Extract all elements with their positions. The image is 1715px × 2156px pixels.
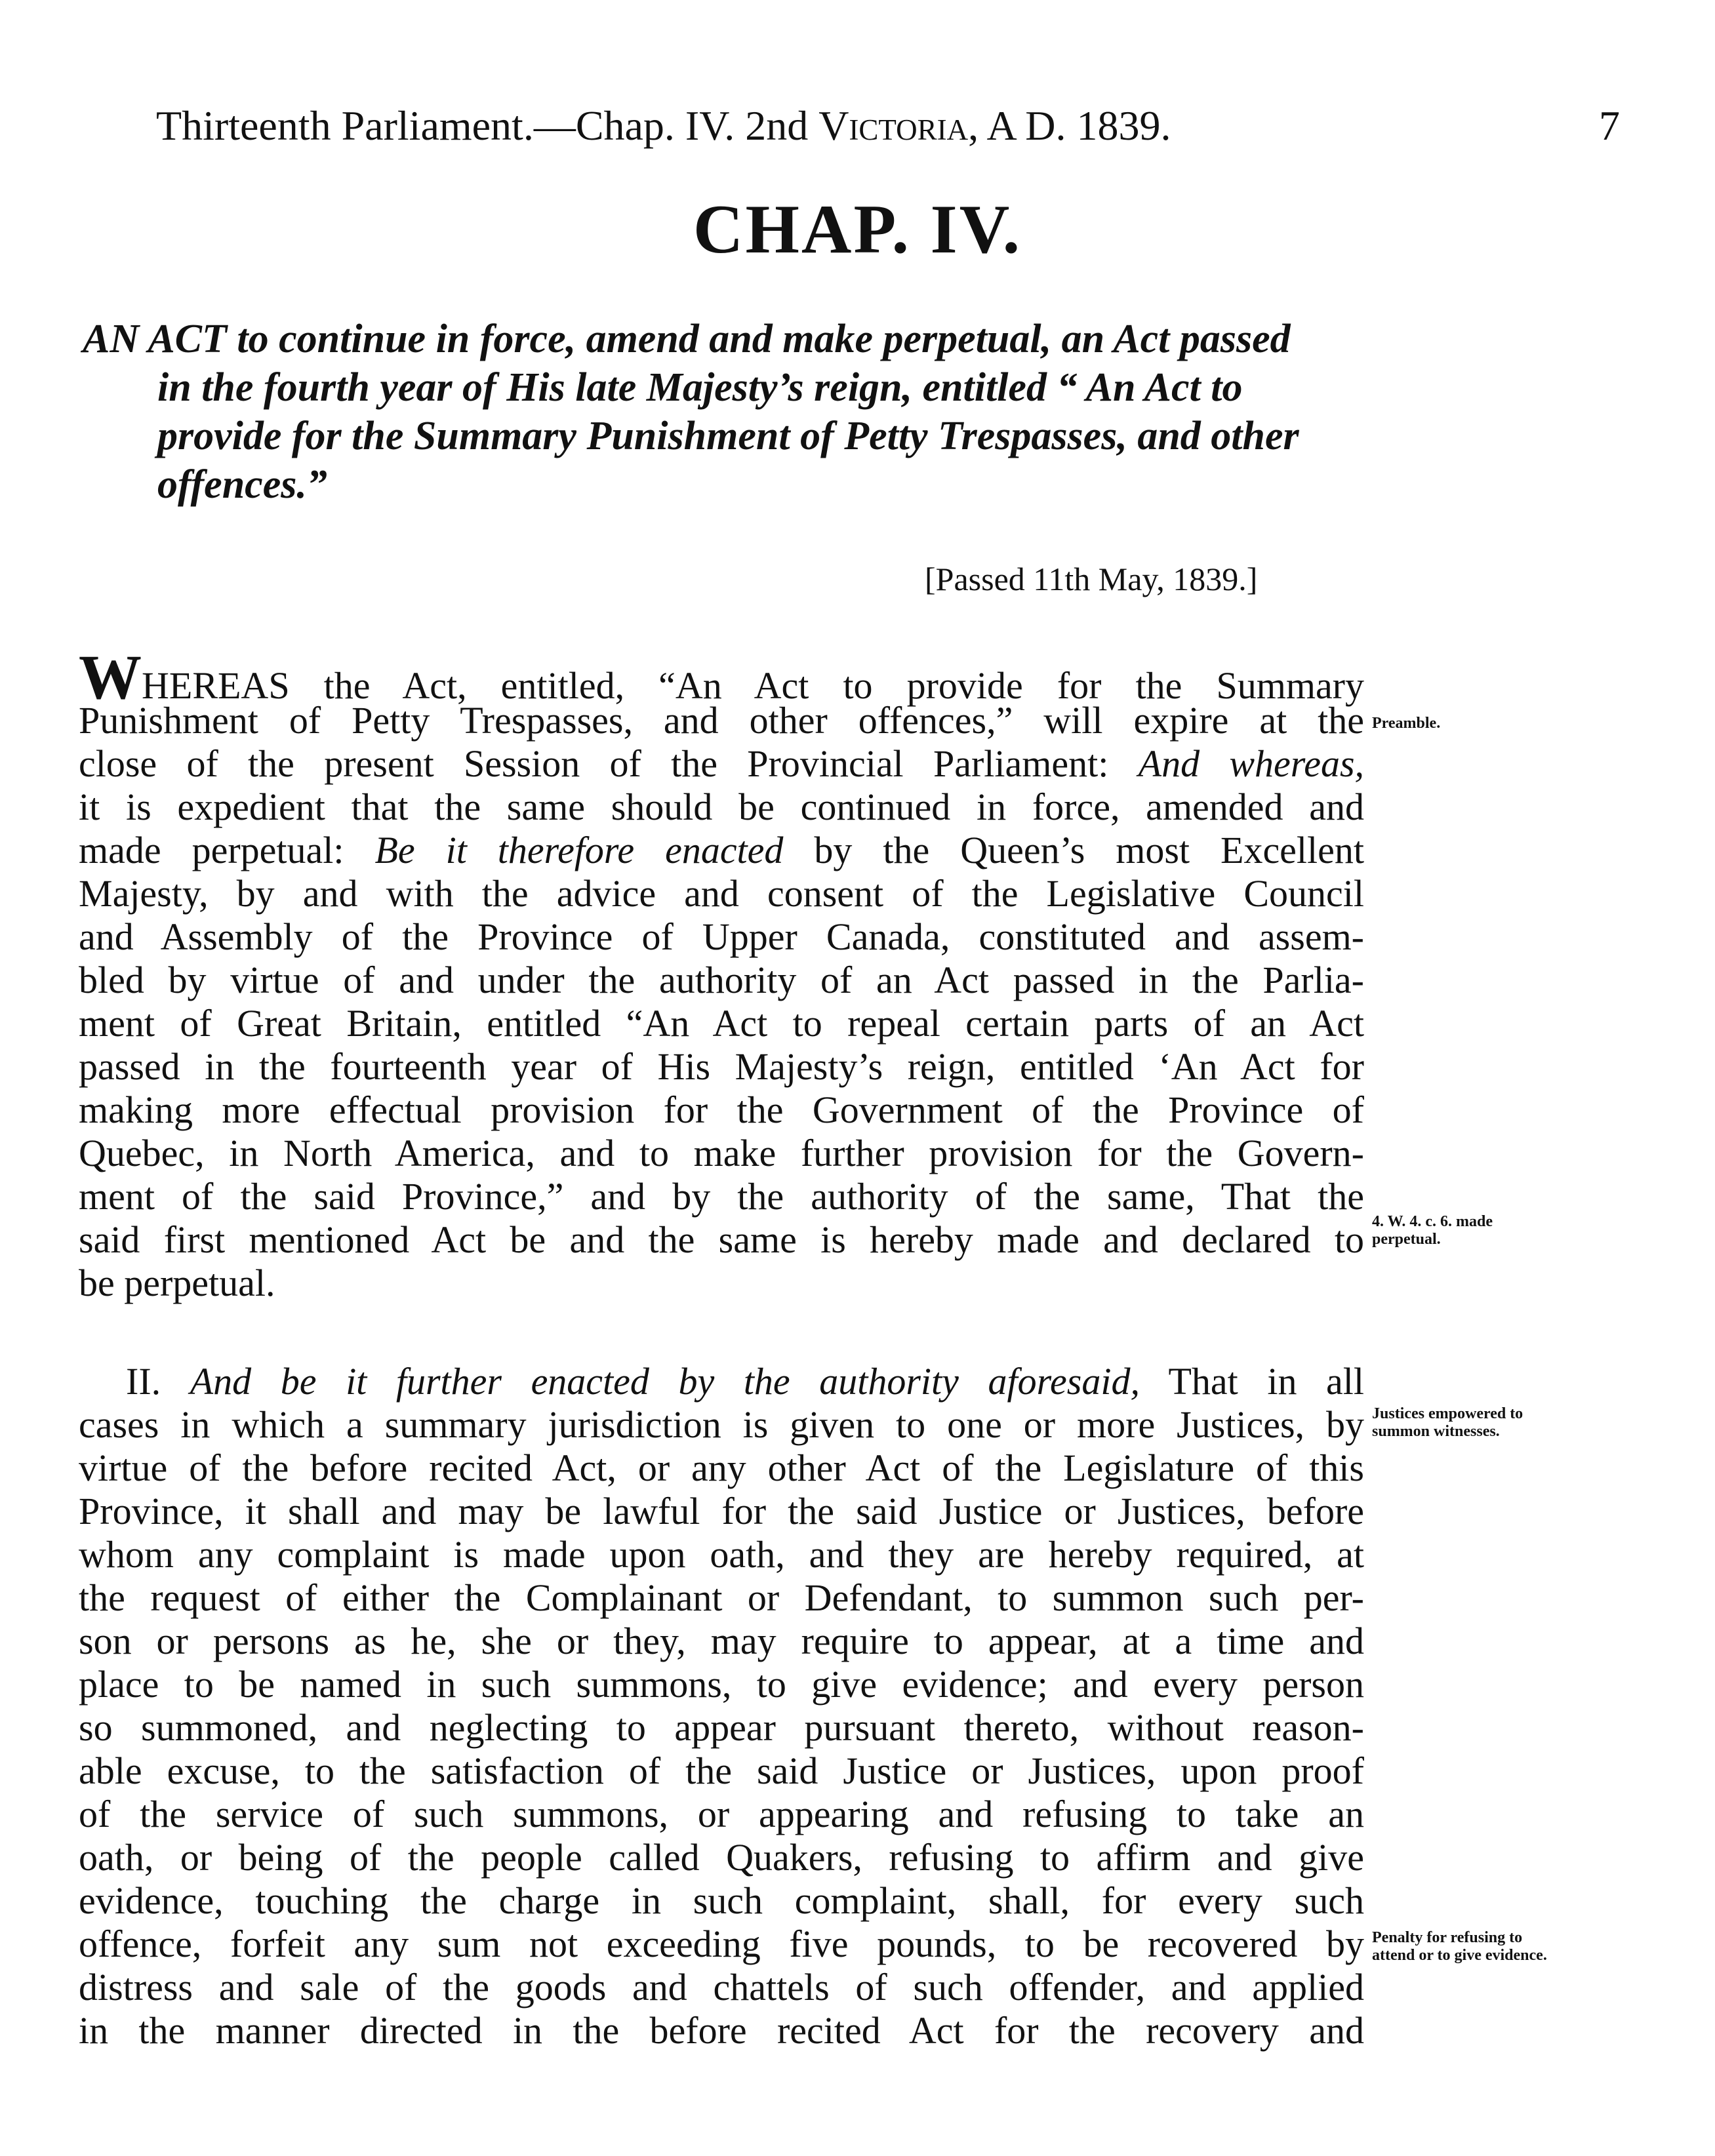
page-number: 7 <box>1599 102 1620 149</box>
text-line: cases in which a summary jurisdiction is given to one or more Justices, by <box>79 1403 1364 1446</box>
drop-cap: W <box>79 642 142 712</box>
running-head-pre: Thirteenth Parliament.—Chap. IV. 2nd <box>156 102 819 149</box>
chapter-heading: CHAP. IV. <box>693 191 1022 268</box>
margin-note-penalty <box>1372 1929 1547 1965</box>
text-line: of the service of such summons, or appearing and refusing to take an <box>79 1793 1364 1835</box>
text-line: Punishment of Petty Trespasses, and other offences,” will expire at the <box>79 699 1364 742</box>
passed-date: [Passed 11th May, 1839.] <box>925 561 1258 597</box>
text-line <box>79 829 1364 872</box>
text-line: virtue of the before recited Act, or any other Act of the Legislature of this <box>79 1447 1364 1489</box>
text-line <box>79 742 1364 786</box>
text-line <box>79 642 1364 712</box>
margin-note-line: summon witnesses. <box>1372 1423 1500 1440</box>
text-line: Province, it shall and may be lawful for the said Justice or Justices, before <box>79 1490 1364 1532</box>
margin-note-justices <box>1372 1405 1523 1441</box>
act-title-line: provide for the Summary Punishment of Petty Trespasses, and other <box>157 414 1299 458</box>
margin-note-line: attend or to give evidence. <box>1372 1947 1547 1964</box>
text-line: son or persons as he, she or they, may require to appear, at a time and <box>79 1620 1364 1662</box>
act-title-line: offences.” <box>157 462 327 507</box>
line-text: close of the present Session of the Provincial Parliament: <box>79 742 1109 785</box>
text-line: in the manner directed in the before recited Act for the recovery and <box>79 2009 1364 2052</box>
margin-note-line: perpetual. <box>1372 1231 1441 1248</box>
preamble-paragraph <box>79 642 1365 1305</box>
text-line <box>79 1360 1364 1403</box>
text-line: oath, or being of the people called Quakers, refusing to affirm and give <box>79 1836 1364 1879</box>
line-text: HEREAS the Act, entitled, “An Act to provide for the Summary <box>142 664 1364 707</box>
italic-phrase: Be it therefore enacted <box>374 829 784 871</box>
running-head <box>156 100 1171 152</box>
line-text: made perpetual: <box>79 829 344 871</box>
text-line: place to be named in such summons, to give evidence; and every person <box>79 1663 1364 1706</box>
text-line: Quebec, in North America, and to make further provision for the Govern- <box>79 1132 1364 1174</box>
text-line: the request of either the Complainant or Defendant, to summon such per- <box>79 1576 1364 1619</box>
text-line: Majesty, by and with the advice and consent of the Legislative Council <box>79 872 1364 915</box>
italic-phrase: And whereas, <box>1138 742 1365 785</box>
text-line: whom any complaint is made upon oath, and they are hereby required, at <box>79 1533 1364 1576</box>
text-line: offence, forfeit any sum not exceeding five pounds, to be recovered by <box>79 1923 1364 1965</box>
text-line: ment of Great Britain, entitled “An Act to repeal certain parts of an Act <box>79 1002 1364 1045</box>
section-numeral: II. <box>126 1360 161 1403</box>
act-title-line: AN ACT to continue in force, amend and make perpetual, an Act passed <box>83 317 1291 361</box>
margin-note-line: Preamble. <box>1372 715 1441 732</box>
text-line: said first mentioned Act be and the same is hereby made and declared to <box>79 1218 1364 1261</box>
text-line: evidence, touching the charge in such complaint, shall, for every such <box>79 1879 1364 1922</box>
text-line: distress and sale of the goods and chattels of such offender, and applied <box>79 1966 1364 2008</box>
margin-note-preamble <box>1372 715 1440 732</box>
text-line: so summoned, and neglecting to appear pursuant thereto, without reason- <box>79 1706 1364 1749</box>
margin-note-line: 4. W. 4. c. 6. made <box>1372 1213 1493 1230</box>
line-text: That in all <box>1168 1360 1365 1403</box>
text-line: making more effectual provision for the Government of the Province of <box>79 1088 1364 1131</box>
act-title <box>83 315 1394 509</box>
italic-phrase: And be it further enacted by the authority aforesaid, <box>190 1360 1140 1403</box>
text-line: and Assembly of the Province of Upper Canada, constituted and assem- <box>79 915 1364 958</box>
margin-note-line: Justices empowered to <box>1372 1405 1523 1422</box>
margin-note-line: Penalty for refusing to <box>1372 1929 1523 1946</box>
running-head-victoria: Victoria <box>818 102 969 149</box>
text-line: passed in the fourteenth year of His Majesty’s reign, entitled ‘An Act for <box>79 1045 1364 1088</box>
section-two-paragraph <box>79 1360 1364 2052</box>
margin-note-perpetual <box>1372 1213 1493 1248</box>
text-line: bled by virtue of and under the authority of an Act passed in the Parlia- <box>79 959 1364 1001</box>
running-head-post: , A D. 1839. <box>968 102 1171 149</box>
text-line: it is expedient that the same should be continued in force, amended and <box>79 786 1364 828</box>
text-line: able excuse, to the satisfaction of the said Justice or Justices, upon proof <box>79 1749 1364 1792</box>
line-text: by the Queen’s most Excellent <box>814 829 1365 871</box>
text-line: be perpetual. <box>79 1262 275 1304</box>
text-line: ment of the said Province,” and by the authority of the same, That the <box>79 1175 1364 1218</box>
act-title-line: in the fourth year of His late Majesty’s reign, entitled “ An Act to <box>157 365 1243 410</box>
